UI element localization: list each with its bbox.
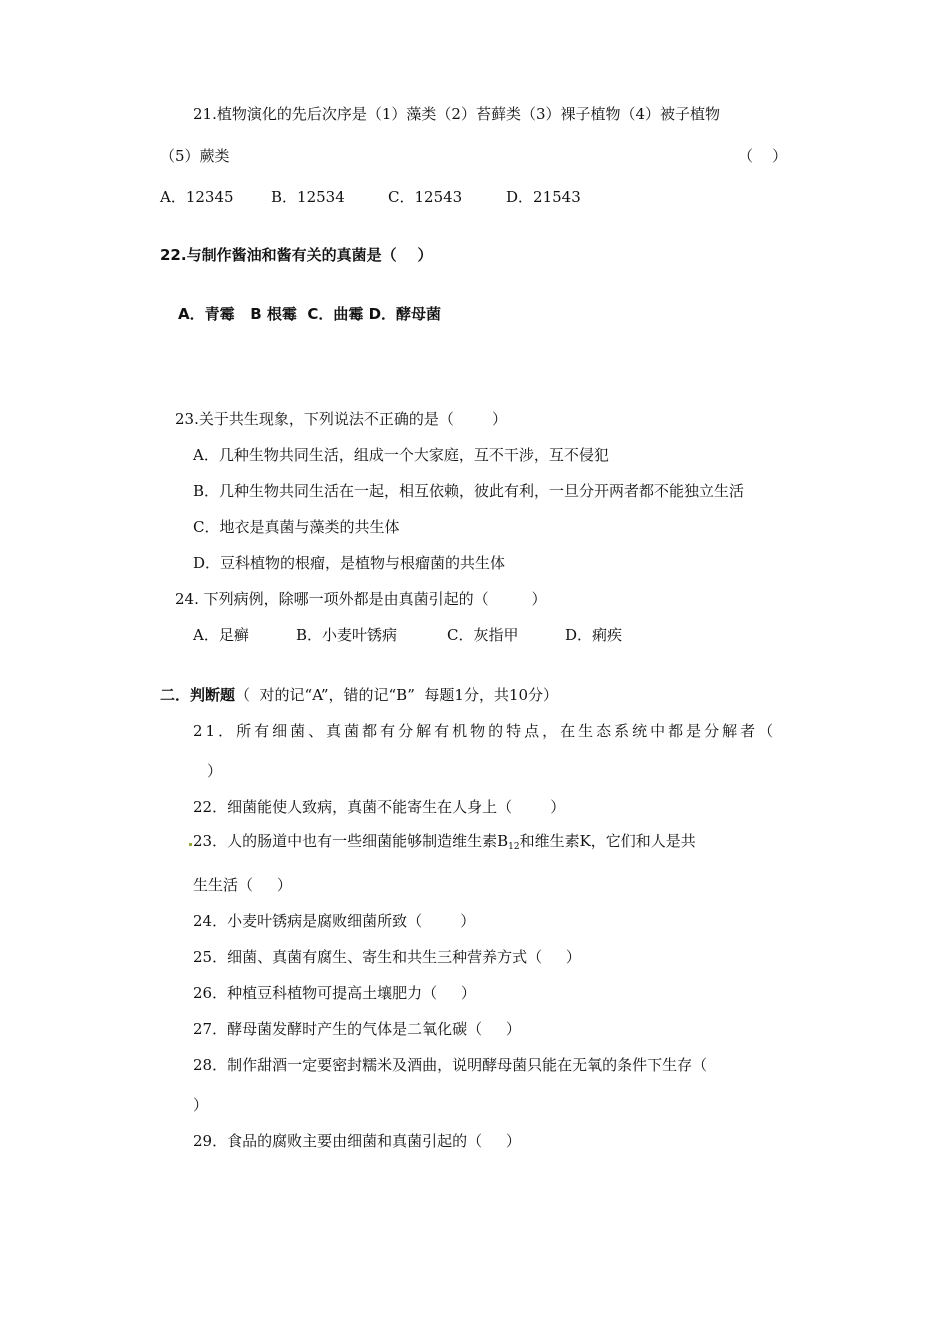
j24-line: 24．小麦叶锈病是腐败细菌所致（ ） <box>193 912 476 930</box>
q21-option-a: A．12345 <box>160 188 234 206</box>
section2-note: （ 对的记“A”，错的记“B” 每题1分，共10分） <box>235 686 559 704</box>
j27-line: 27．酵母菌发酵时产生的气体是二氧化碳（ ） <box>193 1020 521 1038</box>
q21-option-b: B．12534 <box>271 188 345 206</box>
j22-line: 22．细菌能使人致病，真菌不能寄生在人身上（ ） <box>193 798 566 816</box>
j21-line2: ） <box>207 762 223 780</box>
q22-stem: 22.与制作酱油和酱有关的真菌是（ ） <box>160 246 433 264</box>
q23-stem: 23.关于共生现象，下列说法不正确的是（ ） <box>175 410 508 428</box>
j23-subscript: 12 <box>508 842 520 852</box>
q24-option-a: A．足癣 <box>193 626 249 644</box>
q24-option-c: C．灰指甲 <box>447 626 519 644</box>
q23-option-d: D．豆科植物的根瘤，是植物与根瘤菌的共生体 <box>193 554 506 572</box>
paragraph-marker <box>189 843 192 846</box>
section2-header <box>160 685 558 705</box>
j28-line1: 28．制作甜酒一定要密封糯米及酒曲，说明酵母菌只能在无氧的条件下生存（ <box>193 1056 708 1074</box>
q21-answer-paren: （ ） <box>738 147 788 165</box>
j29-line: 29．食品的腐败主要由细菌和真菌引起的（ ） <box>193 1132 521 1150</box>
q23-option-a: A．几种生物共同生活，组成一个大家庭，互不干涉，互不侵犯 <box>193 446 609 464</box>
j23-part1: 23．人的肠道中也有一些细菌能够制造维生素B <box>193 832 509 850</box>
j23-part2: 和维生素K，它们和人是共 <box>519 832 696 850</box>
j28-line2: ） <box>193 1096 209 1114</box>
j21-line1: 21．所有细菌、真菌都有分解有机物的特点，在生态系统中都是分解者（ <box>193 722 777 740</box>
j23-line2: 生生活（ ） <box>193 876 292 894</box>
j25-line: 25．细菌、真菌有腐生、寄生和共生三种营养方式（ ） <box>193 948 581 966</box>
q22-options: A．青霉 B 根霉 C．曲霉 D．酵母菌 <box>178 305 442 323</box>
q24-option-d: D．痢疾 <box>565 626 623 644</box>
j26-line: 26．种植豆科植物可提高土壤肥力（ ） <box>193 984 476 1002</box>
q21-stem-line1: 21.植物演化的先后次序是（1）藻类（2）苔藓类（3）裸子植物（4）被子植物 <box>193 105 721 123</box>
q21-option-c: C．12543 <box>388 188 463 206</box>
q24-stem: 24. 下列病例，除哪一项外都是由真菌引起的（ ） <box>175 590 547 608</box>
q21-option-d: D．21543 <box>506 188 581 206</box>
q21-stem-line2: （5）蕨类 <box>160 147 230 165</box>
q23-option-b: B．几种生物共同生活在一起，相互依赖，彼此有利，一旦分开两者都不能独立生活 <box>193 482 745 500</box>
q24-option-b: B．小麦叶锈病 <box>296 626 398 644</box>
q23-option-c: C．地衣是真菌与藻类的共生体 <box>193 518 400 536</box>
section2-heading: 二．判断题 <box>160 686 236 704</box>
j23-line1 <box>193 831 696 857</box>
